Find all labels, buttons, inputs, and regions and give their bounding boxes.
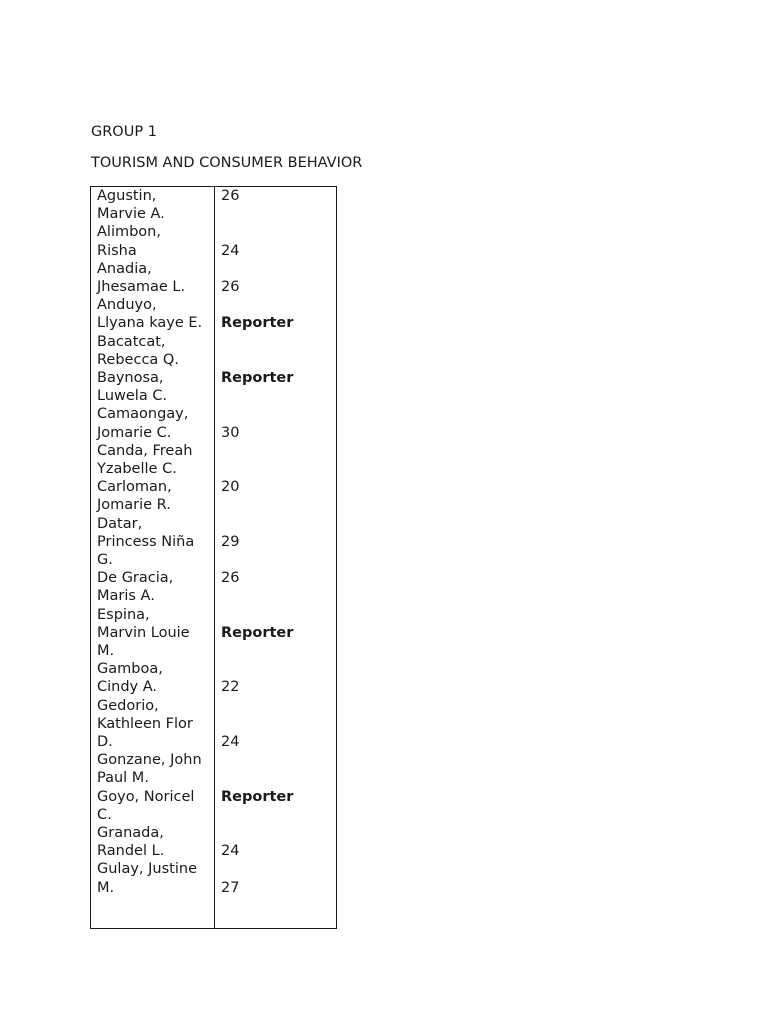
member-name-line: Camaongay, [97, 406, 189, 423]
member-name-line: Marvin Louie [97, 624, 190, 641]
member-name-line: Datar, [97, 515, 143, 532]
member-name-line: Princess Niña [97, 533, 195, 550]
member-name-line: De Gracia, [97, 570, 174, 587]
member-name-line: Bacatcat, [97, 333, 166, 350]
member-name-line: Carloman, [97, 479, 172, 496]
member-name-line: M. [97, 643, 115, 659]
member-name-line: Alimbon, [97, 224, 161, 241]
member-name-line: Anduyo, [97, 297, 157, 314]
member-name-line: Luwela C. [97, 388, 168, 405]
score-value: 24 [221, 734, 240, 750]
member-name-line: Paul M. [97, 770, 149, 787]
member-name-line: Jhesamae L. [97, 279, 186, 295]
member-name-line: Espina, [97, 606, 150, 623]
member-name-line: Canda, Freah [97, 442, 193, 459]
member-name-line: Gonzane, John [97, 752, 202, 769]
member-name-line: G. [97, 552, 113, 568]
reporter-label: Reporter [221, 788, 294, 805]
member-name-line: Risha [97, 242, 137, 259]
member-name-line: Granada, [97, 825, 164, 841]
member-name-line: Gamboa, [97, 661, 163, 678]
member-name-line: Llyana kaye E. [97, 315, 203, 332]
score-value: 20 [221, 479, 240, 496]
member-name-line: Gulay, Justine [97, 861, 197, 878]
member-name-line: Yzabelle C. [97, 461, 177, 477]
group-title: GROUP 1 [91, 124, 157, 140]
member-name-line: D. [97, 734, 113, 750]
scores-column [215, 187, 336, 928]
score-value: 27 [221, 879, 240, 896]
reporter-label: Reporter [221, 624, 294, 641]
members-score-table [90, 186, 337, 929]
reporter-label: Reporter [221, 315, 294, 332]
member-name-line: Rebecca Q. [97, 351, 179, 368]
score-value: 30 [221, 424, 240, 441]
score-value: 26 [221, 188, 240, 204]
member-name-line: Cindy A. [97, 679, 158, 696]
member-name-line: Gedorio, [97, 697, 159, 714]
member-name-line: Randel L. [97, 843, 165, 860]
member-name-line: C. [97, 806, 112, 823]
score-value: 22 [221, 679, 240, 696]
member-name-line: Kathleen Flor [97, 715, 193, 732]
member-name-line: Marvie A. [97, 206, 165, 223]
score-value: 29 [221, 533, 240, 550]
member-name-line: Agustin, [97, 188, 157, 204]
score-value: 26 [221, 570, 240, 587]
reporter-label: Reporter [221, 370, 294, 386]
member-name-line: Baynosa, [97, 370, 164, 386]
member-name-line: Jomarie C. [97, 424, 172, 441]
score-value: 24 [221, 843, 240, 860]
member-name-line: M. [97, 879, 115, 896]
score-value: 26 [221, 279, 240, 295]
member-name-line: Goyo, Noricel [97, 788, 195, 805]
score-value: 24 [221, 242, 240, 259]
member-names-column [91, 187, 215, 928]
member-name-line: Maris A. [97, 588, 155, 605]
member-name-line: Jomarie R. [97, 497, 171, 514]
member-name-line: Anadia, [97, 260, 152, 277]
topic-title: TOURISM AND CONSUMER BEHAVIOR [91, 155, 363, 171]
